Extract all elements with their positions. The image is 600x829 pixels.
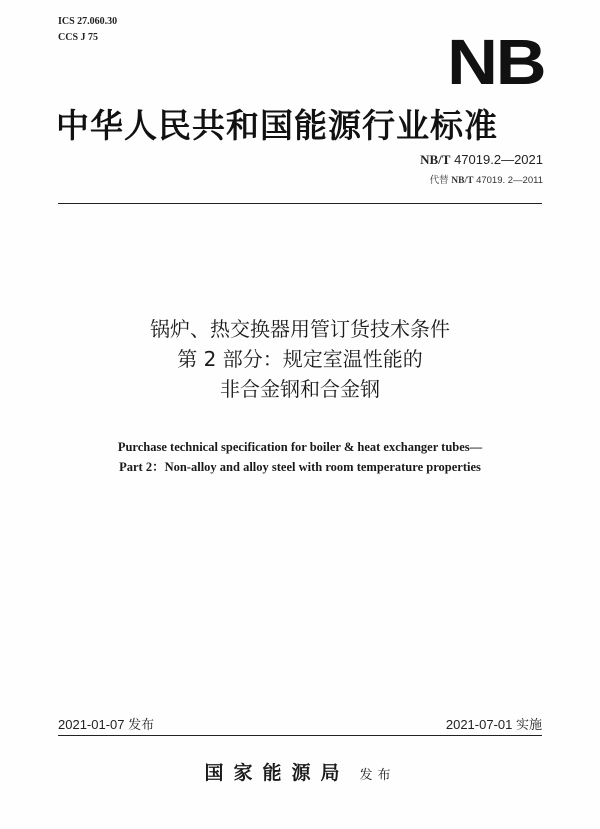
english-title-line-1: Purchase technical specification for boiler & heat exchanger tubes— [117,440,483,454]
chinese-title [0,314,600,404]
replaces-number: 47019. 2—2011 [476,175,543,186]
replaces-prefix: NB/T [451,176,474,186]
issue-date-label: 发布 [128,718,155,733]
standard-type-title: 中华人民共和国能源行业标准 [56,106,498,145]
chinese-title-line-2: 第 2 部分：规定室温性能的 [177,347,423,371]
publisher-org: 国家能源局 [204,762,350,784]
publisher-action: 发布 [359,768,396,783]
issue-date-value: 2021-01-07 [58,717,125,732]
implementation-date [446,714,542,733]
english-title-line-2: Part 2：Non-alloy and alloy steel with room temperature properties [119,460,481,474]
nb-logo: NB [446,26,544,98]
publisher [0,758,600,785]
english-title [0,437,600,477]
replaces-standard [430,172,543,186]
replaces-label: 代替 [429,175,449,186]
ics-code: ICS 27.060.30 [58,16,118,27]
standard-number-value: 47019.2—2021 [454,152,543,167]
standard-number [420,152,543,168]
chinese-title-line-1: 锅炉、热交换器用管订货技术条件 [150,317,450,341]
implementation-date-value: 2021-07-01 [445,717,513,732]
top-divider [58,203,542,204]
bottom-divider [58,735,542,736]
issue-date [58,714,154,733]
classification-codes [58,14,117,46]
ccs-code: CCS J 75 [58,32,99,43]
standard-number-prefix: NB/T [420,152,451,167]
implementation-date-label: 实施 [515,718,542,733]
chinese-title-line-3: 非合金钢和合金钢 [220,377,380,401]
